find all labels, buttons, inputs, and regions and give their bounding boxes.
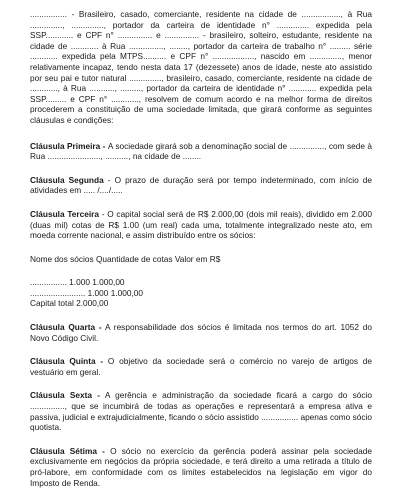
quota-total: Capital total 2.000,00 — [30, 298, 109, 309]
clause-title: Cláusula Segunda — [30, 174, 104, 185]
clause-terceira — [30, 209, 372, 241]
clause-quarta — [30, 322, 372, 343]
clause-text: A sociedade girará sob a denominação social de ..............., com sede à Rua ......................., .........., na cidade de ........ — [30, 140, 373, 162]
clause-setima — [30, 446, 372, 488]
clause-text: O sócio no exercício da gerência poderá assinar pela sociedade exclusivamente em negócios da própria sociedade, e terá direito a uma retirada a título de pró-labore, em conformidade com os limites estabelecidos na legislação em vigor do Imposto de Renda. — [30, 445, 373, 488]
clause-title: Cláusula Quinta - — [30, 356, 104, 367]
clause-title: Cláusula Primeira - — [30, 140, 108, 151]
quota-row: ........................ 1.000 1.000,00 — [30, 287, 143, 298]
clause-quinta — [30, 356, 372, 377]
clause-sexta — [30, 390, 372, 432]
clause-title: Cláusula Sétima - — [30, 445, 105, 456]
clause-primeira — [30, 141, 372, 162]
clause-segunda — [30, 175, 372, 196]
clause-text: A responsabilidade dos sócios é limitada nos termos do art. 1052 do Novo Código Civil. — [30, 322, 372, 343]
quota-row: ................ 1.000 1.000,00 — [30, 277, 125, 288]
quota-table — [30, 277, 372, 309]
clause-title: Cláusula Terceira — [30, 208, 99, 219]
clause-text: A gerência e administração da sociedade ficará a cargo do sócio ..............., que se incumbirá de todas as operações e representará a empresa ativa e passiva, judicial e extrajudicialmente, ficando o sócio assistido ................ apenas como sócio quotista. — [30, 390, 372, 433]
document-page — [30, 9, 372, 501]
clause-text: - O capital social será de R$ 2.000,00 (dois mil reais), dividido em 2.000 (duas mil) cotas de R$ 1.00 (um real) cada uma, totalmente integralizado neste ato, em moeda corrente nacional, e assim distribuído entre os sócios: — [30, 208, 373, 241]
quota-table-header: Nome dos sócios Quantidade de cotas Valor em R$ — [30, 253, 221, 264]
clause-text: O objetivo da sociedade será o comércio no varejo de artigos de vestuário em geral. — [30, 356, 372, 377]
intro-paragraph: ................ - Brasileiro, casado, comerciante, residente na cidade de ................., à Rua .............., .............., portador da carteira de identidade n° .............. expedida pela SSP............ e CPF n° ............... e ............... - brasileiro, solteiro, estudante, residente na cidade de ............ à Rua ..............., ........, portador da carteira de trabalho n° ......... série ............ expedida pela MTPS.......... e CPF n° .................., nascido em .............., menor relativamente incapaz, tendo nesta data 17 (dezessete) anos de idade, neste ato assistido por seu pai e tutor natural .............., brasileiro, casado, comerciante, residente na cidade de ............, à Rua ..........., ........., portador da carteira de identidade n° ............ expedida pela SSP......... e CPF n° ............, resolvem de comum acordo e na melhor forma de direitos procederem a constituição de uma sociedade limitada, que girará conforme as seguintes cláusulas e condições: — [30, 9, 372, 125]
clause-text: - O prazo de duração será por tempo indeterminado, com início de atividades em ..... /..../..... — [30, 174, 372, 196]
clause-title: Cláusula Quarta - — [30, 322, 102, 333]
clause-title: Cláusula Sexta - — [30, 390, 101, 401]
